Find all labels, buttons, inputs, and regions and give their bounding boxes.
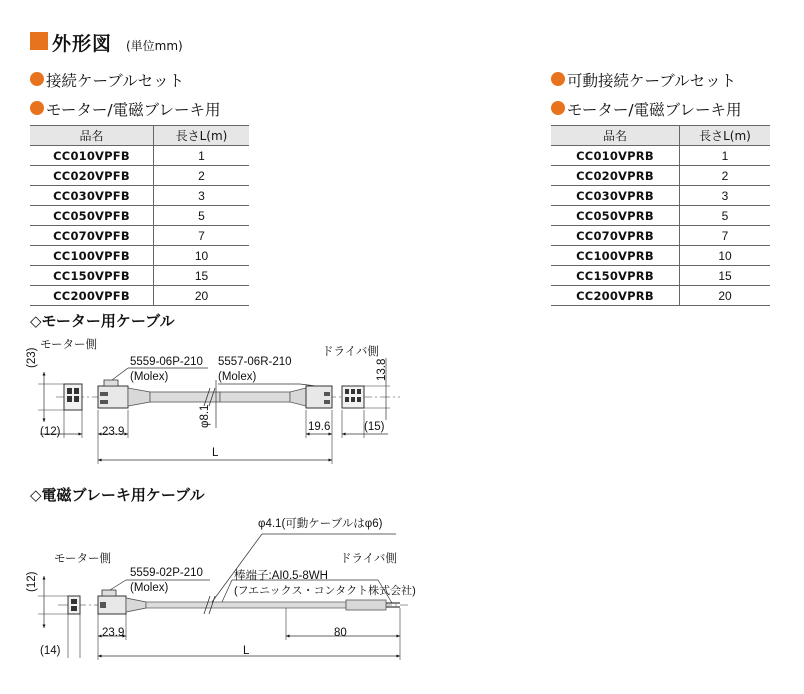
- page-title: 外形図: [52, 33, 113, 55]
- driver-side-label: ドライバ側: [340, 553, 397, 565]
- table-row: CC050VPRB 5: [551, 206, 770, 226]
- left-label-cable-set: 接続ケーブルセット: [46, 72, 185, 90]
- table-row: CC150VPRB 15: [551, 266, 770, 286]
- dim-12: (12): [40, 426, 61, 438]
- driver-side-connector: [342, 386, 364, 408]
- dim-15: (15): [364, 421, 385, 433]
- table-row: CC030VPRB 3: [551, 186, 770, 206]
- dim-14: (14): [40, 645, 61, 657]
- column-header-name: 品名: [30, 126, 154, 146]
- plug-5559-connector: [98, 380, 128, 408]
- connector1-maker: (Molex): [130, 371, 169, 383]
- connector-maker: (Molex): [130, 582, 169, 594]
- plug-5559-02p-connector: [98, 590, 126, 614]
- motor-side-connector: [64, 384, 82, 410]
- left-label-usage: モーター/電磁ブレーキ用: [46, 101, 221, 119]
- dim-13-8: 13.8: [376, 358, 388, 381]
- column-header-name: 品名: [551, 126, 680, 146]
- phi-note-label: φ4.1(可動ケーブルはφ6): [258, 518, 383, 530]
- dim-23-9: 23.9: [102, 426, 125, 438]
- motor-side-connector: [68, 596, 80, 614]
- dim-23: (23): [26, 347, 38, 368]
- motor-side-label: モーター側: [54, 553, 112, 565]
- right-label-usage: モーター/電磁ブレーキ用: [567, 101, 742, 119]
- cable-body: [126, 596, 400, 614]
- bullet-icon: [551, 101, 565, 115]
- column-header-length: 長さL(m): [154, 126, 250, 146]
- table-row: CC070VPRB 7: [551, 226, 770, 246]
- connector2-maker: (Molex): [218, 371, 257, 383]
- table-row: CC050VPFB 5: [30, 206, 249, 226]
- table-row: CC010VPFB 1: [30, 146, 249, 166]
- right-spec-table: [551, 125, 770, 306]
- motor-cable-title: ◇モーター用ケーブル: [30, 312, 175, 330]
- driver-side-label: ドライバ側: [322, 346, 379, 358]
- bullet-icon: [551, 72, 565, 86]
- dim-L: L: [243, 645, 250, 657]
- motor-side-label: モーター側: [40, 339, 98, 351]
- plug-5557-connector: [306, 386, 332, 408]
- table-row: CC200VPFB 20: [30, 286, 249, 306]
- connector2-label: 5557-06R-210: [218, 356, 292, 368]
- table-row: CC020VPRB 2: [551, 166, 770, 186]
- dim-L: L: [212, 447, 219, 459]
- dim-80: 80: [334, 627, 347, 639]
- connector-label: 5559-02P-210: [130, 567, 203, 579]
- bullet-icon: [30, 72, 44, 86]
- table-row: CC030VPFB 3: [30, 186, 249, 206]
- dim-phi-8-1: φ8.1: [199, 404, 211, 428]
- table-row: CC150VPFB 15: [30, 266, 249, 286]
- title-marker: [30, 32, 48, 50]
- column-header-length: 長さL(m): [680, 126, 771, 146]
- table-row: CC070VPFB 7: [30, 226, 249, 246]
- right-label-cable-set: 可動接続ケーブルセット: [567, 72, 737, 90]
- table-row: CC020VPFB 2: [30, 166, 249, 186]
- table-row: CC100VPRB 10: [551, 246, 770, 266]
- bullet-icon: [30, 101, 44, 115]
- dim-23-9: 23.9: [102, 627, 125, 639]
- terminal-maker: (フエニックス・コンタクト株式会社): [234, 585, 416, 597]
- unit-label: (単位mm): [126, 39, 183, 53]
- dim-19-6: 19.6: [308, 421, 331, 433]
- cable-body: [128, 388, 306, 406]
- brake-cable-title: ◇電磁ブレーキ用ケーブル: [30, 486, 205, 504]
- dim-12: (12): [26, 571, 38, 592]
- left-spec-table: [30, 125, 249, 306]
- terminal-label: 棒端子:AI0.5-8WH: [234, 570, 328, 582]
- table-row: CC010VPRB 1: [551, 146, 770, 166]
- connector1-label: 5559-06P-210: [130, 356, 203, 368]
- table-row: CC200VPRB 20: [551, 286, 770, 306]
- table-row: CC100VPFB 10: [30, 246, 249, 266]
